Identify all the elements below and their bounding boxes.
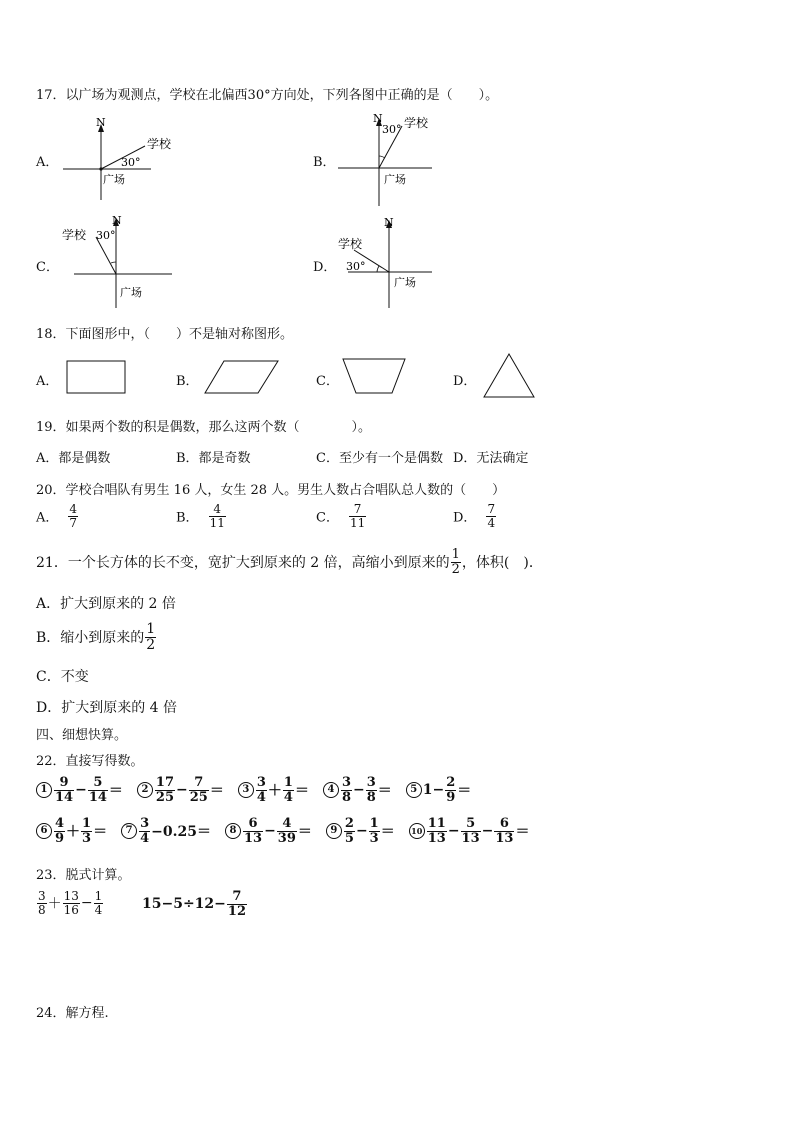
- oral-calc-item: [36, 816, 108, 846]
- school-label: 学校: [404, 116, 429, 130]
- operator: −: [176, 782, 188, 799]
- oral-calc-item: [121, 816, 211, 846]
- fraction: $\frac{6}{13}$: [243, 816, 263, 846]
- fraction: $\frac{1}{3}$: [82, 816, 92, 846]
- operator: −: [355, 823, 368, 840]
- item-number-badge: 6: [36, 823, 52, 839]
- q21-option-c: C．不变: [36, 669, 89, 685]
- oral-calc-item: [137, 775, 224, 805]
- parallelogram-shape: [204, 360, 280, 396]
- north-label: N: [96, 116, 106, 129]
- q17-option-d-label: D．: [313, 260, 337, 275]
- north-label: N: [384, 216, 394, 229]
- q17-option-c-diagram: [58, 210, 178, 310]
- triangle-shape: [482, 353, 536, 399]
- fraction: $\frac{9}{14}$: [55, 775, 74, 805]
- oral-calc-item: [409, 816, 530, 846]
- trapezoid-shape: [342, 358, 408, 396]
- angle-label: 30°: [382, 123, 402, 136]
- q22-stem: 22．直接写得数。: [36, 754, 144, 769]
- q18-option-d-label: D．: [453, 374, 477, 389]
- oral-calc-item: [406, 775, 472, 805]
- operator: ＋: [66, 824, 81, 841]
- operator: ＝: [297, 824, 312, 841]
- q18-option-c-label: C．: [316, 374, 339, 389]
- square-label: 广场: [394, 276, 416, 289]
- oral-calc-item: [36, 775, 123, 805]
- item-number-badge: 8: [225, 823, 241, 839]
- fraction: $\frac{3}{4}$: [256, 775, 266, 805]
- fraction: $\frac{3}{8}$: [366, 775, 376, 805]
- q17-option-c-label: C．: [36, 260, 59, 275]
- section-heading: 四、细想快算。: [36, 728, 128, 743]
- fraction: $\frac{3}{4}$: [140, 816, 150, 846]
- item-number-badge: 2: [137, 782, 153, 798]
- school-label: 学校: [62, 228, 87, 242]
- operator: 1−: [422, 782, 445, 799]
- q24-stem: 24．解方程.: [36, 1006, 109, 1021]
- fraction: $\frac{11}{13}$: [427, 816, 446, 846]
- q19-option-c: C．至少有一个是偶数: [316, 451, 443, 466]
- fraction: $\frac{1}{4}$: [94, 889, 103, 917]
- north-label: N: [112, 214, 122, 227]
- angle-label: 30°: [96, 229, 116, 242]
- fraction: $\frac{3}{8}$: [341, 775, 351, 805]
- operator: ＝: [209, 783, 224, 800]
- q20-option-a: A． $\frac{4}{7}$: [36, 502, 78, 530]
- angle-label: 30°: [346, 260, 366, 273]
- operator: −: [447, 823, 460, 840]
- q18-stem: 18．下面图形中，（ ）不是轴对称图形。: [36, 327, 294, 342]
- q17-option-b-diagram: [330, 110, 440, 210]
- fraction: $\frac{6}{13}$: [495, 816, 514, 846]
- q17-stem: 17．以广场为观测点，学校在北偏西30°方向处，下列各图中正确的是（ ）。: [36, 88, 499, 103]
- oral-calc-item: [323, 775, 392, 805]
- item-number-badge: 9: [326, 823, 342, 839]
- fraction: $\frac{2}{5}$: [344, 816, 354, 846]
- item-number-badge: 5: [406, 782, 422, 798]
- fraction: $\frac{7}{12}$: [227, 889, 246, 919]
- operator: ＝: [515, 824, 530, 841]
- operator: ＝: [377, 783, 392, 800]
- operator: ＋: [267, 783, 282, 800]
- q20-stem: 20．学校合唱队有男生 16 人，女生 28 人。男生人数占合唱队总人数的（ ）: [36, 483, 506, 498]
- q21-stem: 21．一个长方体的长不变，宽扩大到原来的 2 倍，高缩小到原来的 $\frac{1}{2}$ ，体积( )．: [36, 547, 543, 577]
- q19-stem: 19．如果两个数的积是偶数，那么这两个数（ ）。: [36, 420, 372, 435]
- square-label: 广场: [120, 286, 142, 299]
- operator: ＝: [457, 783, 472, 800]
- operator: −: [352, 782, 365, 799]
- q22-row-2: [36, 817, 543, 845]
- q20-option-d: D． $\frac{7}{4}$: [453, 502, 496, 530]
- q18-option-a-label: A．: [36, 374, 59, 389]
- item-number-badge: 10: [409, 823, 425, 839]
- operator: −: [264, 823, 276, 840]
- item-number-badge: 1: [36, 782, 52, 798]
- fraction: $\frac{1}{3}$: [369, 816, 379, 846]
- q17-option-d-diagram: [332, 212, 442, 312]
- q22-row-1: [36, 776, 485, 804]
- operator: ＝: [294, 783, 309, 800]
- fraction: $\frac{5}{14}$: [88, 775, 107, 805]
- q21-option-d: D．扩大到原来的 4 倍: [36, 700, 178, 716]
- q17-option-b-label: B．: [313, 155, 336, 170]
- fraction: $\frac{1}{4}$: [283, 775, 293, 805]
- q19-option-a: A．都是偶数: [36, 451, 111, 466]
- operator: ＝: [93, 824, 108, 841]
- angle-label: 30°: [121, 156, 141, 169]
- fraction: $\frac{2}{9}$: [446, 775, 456, 805]
- oral-calc-item: [238, 775, 309, 805]
- item-number-badge: 4: [323, 782, 339, 798]
- fraction: $\frac{13}{16}$: [63, 889, 79, 917]
- rectangle-shape: [66, 360, 128, 396]
- operator: 15−5÷12−: [142, 896, 226, 913]
- fraction: $\frac{7}{25}$: [189, 775, 208, 805]
- fraction: $\frac{5}{13}$: [461, 816, 480, 846]
- item-number-badge: 3: [238, 782, 254, 798]
- q18-option-b-label: B．: [176, 374, 199, 389]
- operator: ＝: [380, 824, 395, 841]
- q21-option-a: A．扩大到原来的 2 倍: [36, 596, 176, 612]
- q17-option-a-label: A．: [36, 155, 59, 170]
- oral-calc-item: [225, 816, 312, 846]
- q20-option-b: B． $\frac{4}{11}$: [176, 502, 225, 530]
- school-label: 学校: [147, 137, 172, 151]
- school-label: 学校: [338, 237, 363, 251]
- fraction: $\frac{3}{8}$: [38, 889, 46, 917]
- q23-expression-2: [142, 890, 248, 918]
- operator: ＋: [47, 896, 62, 913]
- north-label: N: [373, 112, 383, 125]
- q19-option-b: B．都是奇数: [176, 451, 251, 466]
- operator: −: [75, 782, 87, 799]
- square-label: 广场: [384, 173, 406, 186]
- operator: −: [80, 895, 93, 912]
- q21-option-b: B．缩小到原来的 $\frac{1}{2}$: [36, 621, 156, 653]
- item-number-badge: 7: [121, 823, 137, 839]
- fraction: $\frac{4}{9}$: [55, 816, 65, 846]
- q23-expression-1: [36, 890, 104, 916]
- operator: −: [481, 823, 494, 840]
- q19-option-d: D．无法确定: [453, 451, 529, 466]
- q23-stem: 23．脱式计算。: [36, 868, 131, 883]
- q20-option-c: C． $\frac{7}{11}$: [316, 502, 366, 530]
- oral-calc-item: [326, 816, 395, 846]
- operator: ＝: [108, 783, 123, 800]
- q17-option-a-diagram: [55, 112, 172, 202]
- square-label: 广场: [103, 173, 125, 186]
- fraction: $\frac{17}{25}$: [155, 775, 175, 805]
- operator: −0.25＝: [151, 824, 211, 841]
- fraction: $\frac{4}{39}$: [277, 816, 296, 846]
